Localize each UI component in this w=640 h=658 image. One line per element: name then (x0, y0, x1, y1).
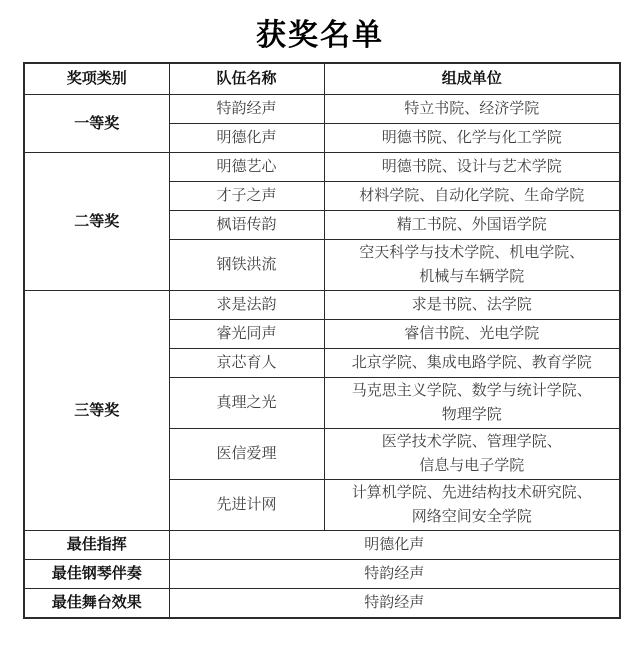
units-cell: 材料学院、自动化学院、生命学院 (324, 182, 620, 211)
header-cell-units: 组成单位 (324, 63, 620, 95)
units-cell (324, 480, 620, 531)
table-row (24, 560, 620, 589)
category-cell-second-prize: 二等奖 (24, 153, 169, 291)
units-cell: 明德书院、化学与化工学院 (324, 124, 620, 153)
units-line: 网络空间安全学院 (411, 509, 532, 525)
table-row (24, 95, 620, 124)
award-table (23, 62, 621, 619)
team-name-cell: 京芯育人 (169, 349, 324, 378)
table-row (24, 531, 620, 560)
team-name-cell: 枫语传韵 (169, 211, 324, 240)
units-cell: 求是书院、法学院 (324, 291, 620, 320)
units-cell: 精工书院、外国语学院 (324, 211, 620, 240)
units-cell (324, 378, 620, 429)
units-line: 机械与车辆学院 (419, 269, 525, 285)
units-line: 空天科学与技术学院、机电学院、 (359, 245, 585, 261)
category-cell-best-conductor: 最佳指挥 (24, 531, 169, 560)
header-row (24, 63, 620, 95)
header-cell-category: 奖项类别 (24, 63, 169, 95)
table-row (24, 589, 620, 618)
page-title: 获奖名单 (256, 19, 384, 52)
team-name-cell: 医信爱理 (169, 429, 324, 480)
team-name-cell: 真理之光 (169, 378, 324, 429)
units-line: 物理学院 (441, 407, 502, 423)
table-row (24, 291, 620, 320)
units-cell (324, 240, 620, 291)
units-cell (324, 429, 620, 480)
team-name-cell: 明德化声 (169, 124, 324, 153)
category-cell-first-prize: 一等奖 (24, 95, 169, 153)
units-cell: 北京学院、集成电路学院、教育学院 (324, 349, 620, 378)
units-line: 计算机学院、先进结构技术研究院、 (351, 485, 592, 501)
category-cell-third-prize: 三等奖 (24, 291, 169, 531)
units-line: 信息与电子学院 (419, 458, 525, 474)
category-cell-best-piano: 最佳钢琴伴奏 (24, 560, 169, 589)
table-row (24, 153, 620, 182)
special-team-cell: 特韵经声 (169, 589, 620, 618)
units-cell: 明德书院、设计与艺术学院 (324, 153, 620, 182)
team-name-cell: 才子之声 (169, 182, 324, 211)
category-cell-best-stage: 最佳舞台效果 (24, 589, 169, 618)
special-team-cell: 明德化声 (169, 531, 620, 560)
team-name-cell: 先进计网 (169, 480, 324, 531)
units-line: 马克思主义学院、数学与统计学院、 (351, 383, 592, 399)
team-name-cell: 明德艺心 (169, 153, 324, 182)
units-cell: 睿信书院、光电学院 (324, 320, 620, 349)
units-line: 医学技术学院、管理学院、 (381, 434, 562, 450)
team-name-cell: 特韵经声 (169, 95, 324, 124)
header-cell-team: 队伍名称 (169, 63, 324, 95)
units-cell: 特立书院、经济学院 (324, 95, 620, 124)
special-team-cell: 特韵经声 (169, 560, 620, 589)
team-name-cell: 求是法韵 (169, 291, 324, 320)
team-name-cell: 钢铁洪流 (169, 240, 324, 291)
team-name-cell: 睿光同声 (169, 320, 324, 349)
